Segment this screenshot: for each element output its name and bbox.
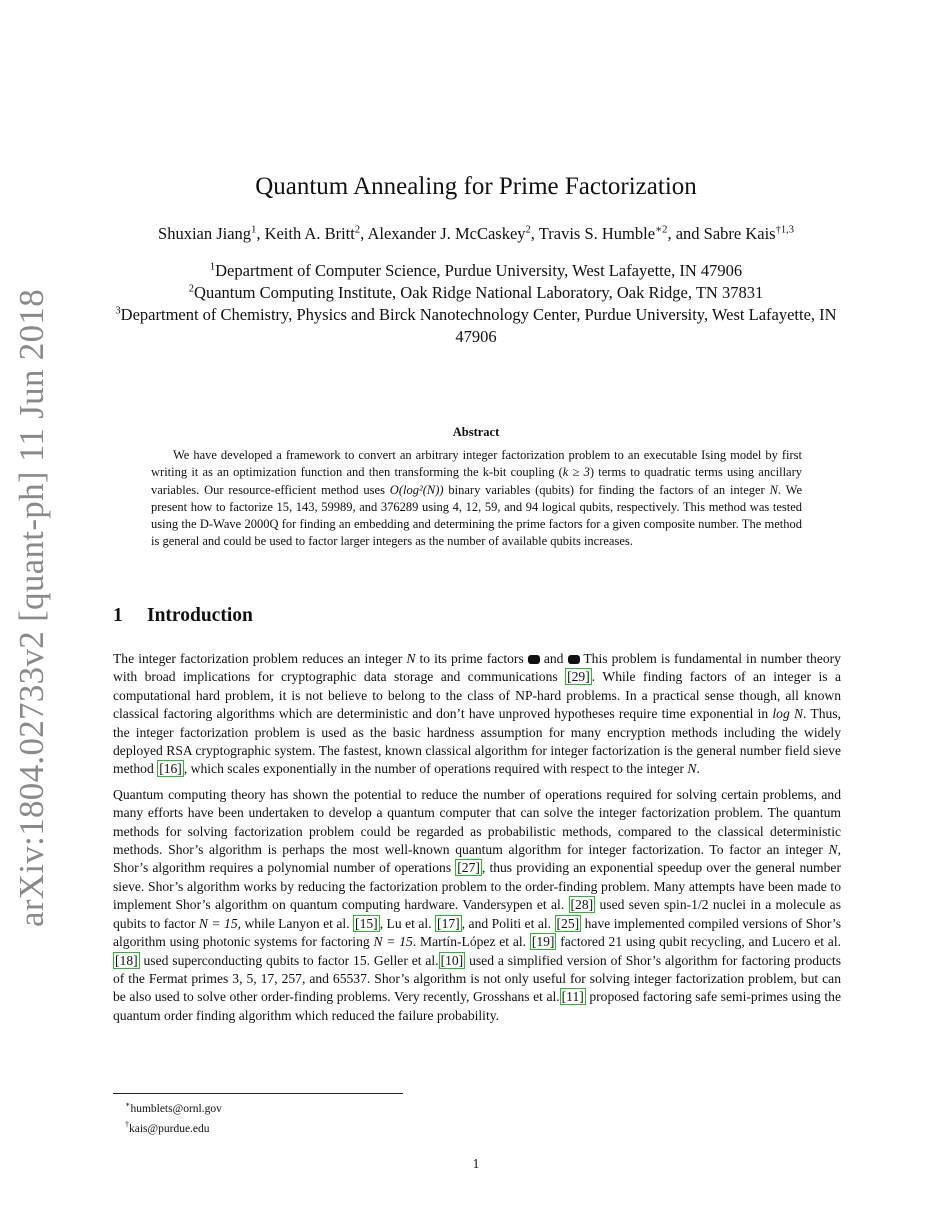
text-run: , thus providing an exponential speedup over the general number sieve. Shor’s algorithm works by reducing the factorization problem to the order-finding problem. Many attempts have been made to implement Shor’s algorithm on quantum computing hardware. Vandersypen et al.: [113, 860, 841, 913]
author-mark: 2: [525, 224, 531, 236]
text-run: used superconducting qubits to factor 15. Geller et al.: [139, 952, 439, 968]
page-number: 1: [472, 1156, 480, 1171]
arxiv-identifier: arXiv:1804.02733v2 [quant-ph] 11 Jun 2018: [12, 288, 52, 928]
section-number: 1: [113, 605, 123, 626]
math-inline: O(log²(N)): [389, 482, 444, 497]
footnote-mark: †: [125, 1119, 129, 1129]
author-mark: 2: [354, 224, 361, 236]
affiliation: [110, 304, 842, 348]
affiliation-list: [110, 260, 842, 348]
text-run: .: [696, 761, 700, 777]
citation-link[interactable]: [25]: [556, 915, 580, 931]
text-run: The integer factorization problem reduces an integer: [113, 651, 407, 666]
text-run: and: [539, 651, 568, 666]
author-separator: ,: [360, 224, 368, 243]
text-run: , which scales exponentially in the number of operations required with respect to the integer: [183, 761, 688, 777]
affiliation: [110, 282, 842, 304]
abstract-text: We have developed a framework to convert an arbitrary integer factorization problem to an executable Ising model by first writing it as an optimization function and then transforming the k-bit coupling (: [151, 448, 802, 480]
affiliation-text: Quantum Computing Institute, Oak Ridge National Laboratory, Oak Ridge, TN 37831: [194, 283, 764, 302]
footnote-divider: [113, 1093, 403, 1094]
section-heading: [113, 603, 253, 629]
text-run: to its prime factors: [415, 651, 528, 666]
text-run: have implemented compiled versions of Shor’s algorithm using photonic systems for factoring: [113, 915, 841, 950]
math-inline: N: [828, 842, 838, 858]
citation-link[interactable]: [19]: [531, 934, 555, 950]
paper-title: Quantum Annealing for Prime Factorization: [255, 173, 697, 200]
text-run: factored 21 using qubit recycling, and Lucero et al.: [556, 934, 841, 950]
author-mark: 1: [251, 224, 257, 236]
author-separator: ,: [530, 224, 539, 243]
main-text: [113, 650, 841, 1032]
math-inline: log N: [772, 706, 804, 722]
citation-link[interactable]: [28]: [570, 897, 594, 913]
math-inline: N: [687, 761, 697, 777]
author-name: Sabre Kais: [703, 224, 776, 243]
redacted-mark: [568, 655, 580, 664]
text-run: This problem is fundamental in number theory with broad implications for cryptographic data storage and communications: [113, 651, 841, 685]
affiliation-mark: 1: [209, 261, 216, 273]
citation-link[interactable]: [11]: [561, 989, 584, 1005]
footnotes: [125, 1097, 222, 1137]
text-run: , while Lanyon et al.: [237, 915, 354, 931]
math-inline: k ≥ 3: [562, 465, 590, 480]
text-run: , Shor’s algorithm requires a polynomial number of operations: [113, 842, 841, 876]
author-list: [0, 223, 952, 245]
author-separator: ,: [256, 224, 265, 243]
affiliation-mark: 2: [188, 283, 195, 295]
math-inline: N = 15: [373, 934, 413, 950]
citation-link[interactable]: [17]: [437, 915, 460, 931]
author-name: Travis S. Humble: [538, 224, 656, 243]
footnote: [125, 1097, 222, 1117]
citation-link[interactable]: [27]: [457, 860, 480, 876]
text-run: used a simplified version of Shor’s algorithm for factoring products of the Fermat primes 3, 5, 17, 257, and 65537. Shor’s algorithm is not only useful for solving integer factorization problem, but can be also used to solve other order-finding problems. Very recently, Grosshans et al.: [113, 952, 841, 1005]
citation-link[interactable]: [10]: [440, 952, 464, 968]
affiliation-text: Department of Chemistry, Physics and Birck Nanotechnology Center, Purdue University, West Lafayette, IN 47906: [120, 305, 837, 346]
citation-link[interactable]: [29]: [567, 669, 590, 685]
math-inline: N: [769, 482, 778, 497]
text-run: . While finding factors of an integer is a computational hard problem, it is not believe to belong to the class of NP-hard problems. In a practical sense though, all known classical factoring algorithms which are deterministic and don’t have unproved hypotheses require time exponential in: [113, 669, 841, 722]
footnote-email[interactable]: kais@purdue.edu: [129, 1122, 210, 1135]
citation-link[interactable]: [16]: [159, 761, 182, 777]
abstract-text: ) terms to quadratic terms using ancillary variables. Our resource-efficient method uses: [151, 465, 802, 497]
citation-link[interactable]: [18]: [115, 952, 138, 968]
arxiv-sidebar-stamp: [4, 288, 60, 928]
affiliation: [110, 260, 842, 282]
affiliation-mark: 3: [115, 305, 121, 317]
text-run: proposed factoring safe semi-primes using the quantum order finding algorithm which reduced the failure probability.: [113, 989, 841, 1023]
footnote-email[interactable]: humblets@ornl.gov: [130, 1102, 222, 1115]
redacted-mark: [528, 655, 540, 664]
author-name: Shuxian Jiang: [158, 224, 252, 243]
section-title: Introduction: [147, 605, 253, 626]
author-separator: , and: [667, 224, 704, 243]
abstract-heading: Abstract: [452, 425, 500, 439]
text-run: , Lu et al.: [379, 915, 436, 931]
text-run: . Thus, the integer factorization problem is used as the basic hardness assumption for many encryption methods including the widely deployed RSA cryptographic system. The fastest, known classical algorithm for integer factorization is the general number field sieve method: [113, 706, 841, 777]
citation-link[interactable]: [15]: [355, 915, 378, 931]
abstract-text: binary variables (qubits) for finding the factors of an integer: [443, 482, 770, 497]
footnote-mark: ∗: [125, 1100, 131, 1109]
author-name: Alexander J. McCaskey: [367, 224, 526, 243]
paragraph: [113, 786, 841, 1025]
text-run: used seven spin-1/2 nuclei in a molecule as qubits to factor: [113, 897, 841, 931]
text-run: . Martín-López et al.: [412, 934, 530, 950]
text-run: Quantum computing theory has shown the potential to reduce the number of operations required for solving certain problems, and many efforts have been undertaken to develop a quantum computer that can solve the integer factorization problem. The quantum methods for solving factorization problem could be regarded as probabilistic methods, compared to the classical deterministic methods. Shor’s algorithm is perhaps the most well-known quantum algorithm for integer factorization. To factor an integer: [113, 786, 841, 858]
footnote: [125, 1117, 222, 1137]
text-run: , and Politi et al.: [461, 915, 555, 931]
abstract-text: . We present how to factorize 15, 143, 59989, and 376289 using 4, 12, 59, and 94 logical qubits, respectively. This method was tested using the D-Wave 2000Q for finding an embedding and determining the prime factors for a given composite number. The method is general and could be used to factor larger integers as the number of available qubits increases.: [151, 482, 802, 549]
affiliation-text: Department of Computer Science, Purdue University, West Lafayette, IN 47906: [215, 261, 743, 280]
author-mark: ∗2: [655, 224, 668, 236]
paragraph: [113, 650, 841, 779]
math-inline: N: [406, 651, 416, 666]
author-mark: †1,3: [775, 224, 794, 236]
abstract-body: [151, 447, 802, 551]
math-inline: N = 15: [198, 915, 238, 931]
author-name: Keith A. Britt: [264, 224, 355, 243]
